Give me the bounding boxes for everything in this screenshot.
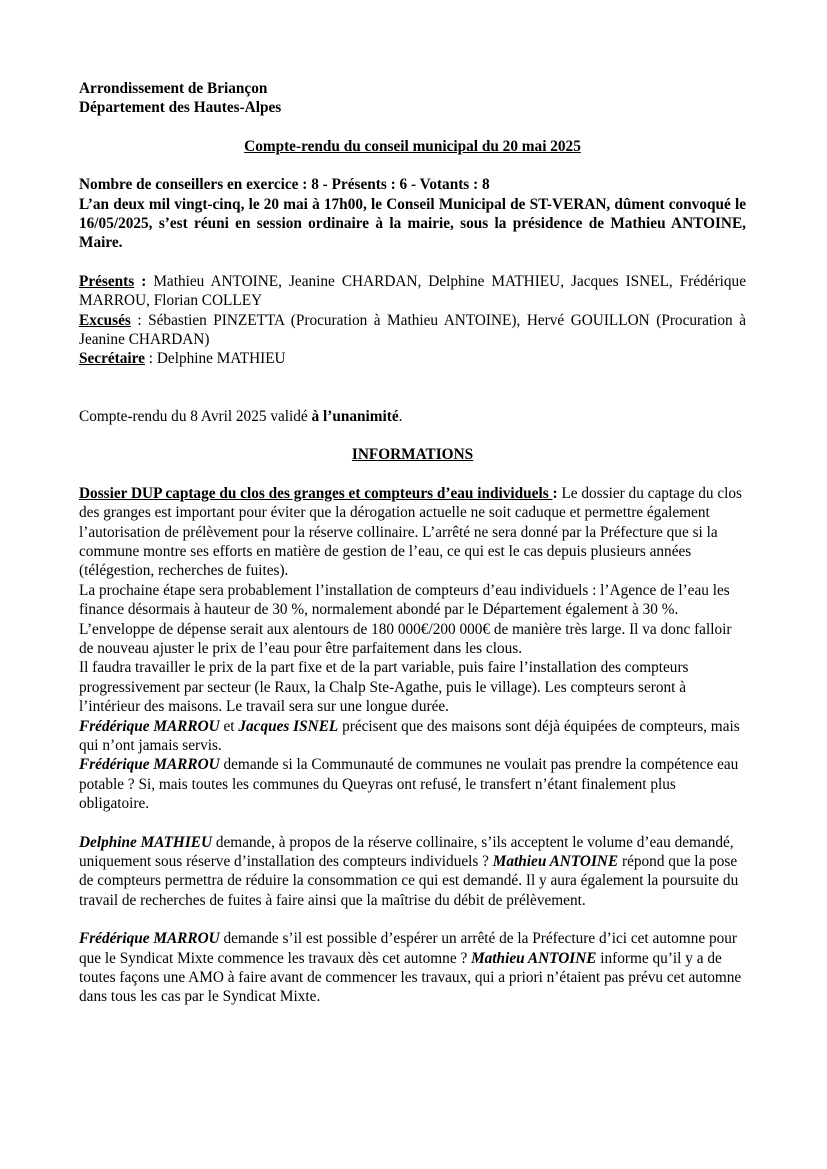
document-title-wrap bbox=[79, 137, 746, 156]
secretary-label: Secrétaire bbox=[79, 350, 145, 368]
frederique-text-2: informe qu’il y a de toutes façons une AMO à faire avant de commencer les travaux, qui a priori n’étaient pas prévu cet automne dans tous les cas par le Syndicat Mixte. bbox=[79, 949, 742, 1006]
delphine-text-1: demande, à propos de la réserve collinaire, s’ils acceptent le volume d’eau demandé, uniquement sous réserve d’installation des compteurs individuels ? bbox=[79, 833, 734, 870]
present-label: Présents bbox=[79, 272, 135, 290]
dossier-paragraph-1 bbox=[79, 484, 746, 581]
dossier-text-1: Le dossier du captage du clos des granges est important pour éviter que la dérogation actuelle ne soit caduque et permettre également l’autorisation de prélèvement pour la réserve collinaire. L’arrêté ne sera donné par la Préfecture que si la commune montre ses efforts en matière de gestion de l’eau, ce qui est le cas depuis plusieurs années (télégestion, recherches de fuites). bbox=[79, 484, 742, 580]
session-intro: L’an deux mil vingt-cinq, le 20 mai à 17h00, le Conseil Municipal de ST-VERAN, dûment convoqué le 16/05/2025, s’est réuni en session ordinaire à la mairie, sous la présidence de Mathieu ANTOINE, Maire. bbox=[79, 195, 746, 252]
dossier-paragraph-4 bbox=[79, 717, 746, 756]
speaker-name: Mathieu ANTOINE bbox=[471, 949, 597, 967]
secretary-colon: : bbox=[144, 350, 157, 368]
document-title: Compte-rendu du conseil municipal du 20 mai 2025 bbox=[244, 137, 581, 155]
validation-end: . bbox=[398, 407, 403, 425]
section-title: INFORMATIONS bbox=[351, 446, 474, 464]
councillor-counts: Nombre de conseillers en exercice : 8 - Présents : 6 - Votants : 8 bbox=[79, 176, 490, 194]
minutes-validation bbox=[79, 407, 746, 426]
departement-line: Département des Hautes-Alpes bbox=[79, 99, 282, 117]
arrondissement-line: Arrondissement de Briançon bbox=[79, 80, 268, 97]
secretary bbox=[79, 349, 746, 368]
dossier-heading: Dossier DUP captage du clos des granges et compteurs d’eau individuels bbox=[79, 484, 553, 502]
dossier-paragraph-5 bbox=[79, 755, 746, 813]
document-page bbox=[79, 79, 746, 1007]
frederique-paragraph bbox=[79, 929, 746, 1007]
speaker-name: Frédérique MARROU bbox=[79, 756, 220, 774]
validation-text: Compte-rendu du 8 Avril 2025 validé bbox=[79, 407, 312, 425]
speaker-name: Delphine MATHIEU bbox=[79, 833, 213, 851]
excused-names: Sébastien PINZETTA (Procuration à Mathieu ANTOINE), Hervé GOUILLON (Procuration à Jeanine CHARDAN) bbox=[79, 311, 746, 349]
delphine-text-2: répond que la pose de compteurs permettra de réduire la consommation ce qui est demandé. Il y aura également la poursuite du travail de recherches de fuites à faire ainsi que la maîtrise du débit de prélèvement. bbox=[79, 853, 739, 909]
dossier-heading-colon: : bbox=[552, 484, 562, 502]
present-colon: : bbox=[134, 272, 154, 290]
speaker-name: Frédérique MARROU bbox=[79, 930, 220, 948]
speaker-name: Mathieu ANTOINE bbox=[492, 853, 619, 870]
dossier-text-5: demande si la Communauté de communes ne voulait pas prendre la compétence eau potable ? Si, mais toutes les communes du Queyras ont refusé, le transfert n’étant finalement plus obligatoire. bbox=[79, 756, 739, 813]
speaker-name: Jacques ISNEL bbox=[238, 717, 339, 735]
dossier-text-4: précisent que des maisons sont déjà équipées de compteurs, mais qui n’ont jamais servis. bbox=[79, 717, 740, 754]
delphine-paragraph bbox=[79, 833, 746, 911]
dossier-paragraph-3: Il faudra travailler le prix de la part fixe et de la part variable, puis faire l’installation des compteurs progressivement par secteur (le Raux, la Chalp Ste-Agathe, puis le village). Les compteurs seront à l’intérieur des maisons. Le travail sera sur une longue durée. bbox=[79, 659, 689, 716]
excused-members bbox=[79, 311, 746, 350]
validation-unanimity: à l’unanimité bbox=[311, 407, 399, 425]
present-members bbox=[79, 272, 746, 311]
present-names: Mathieu ANTOINE, Jeanine CHARDAN, Delphine MATHIEU, Jacques ISNEL, Frédérique MARROU, Florian COLLEY bbox=[79, 272, 746, 310]
secretary-name: Delphine MATHIEU bbox=[156, 350, 286, 368]
section-title-wrap bbox=[79, 445, 746, 464]
frederique-text-1: demande s’il est possible d’espérer un arrêté de la Préfecture d’ici cet automne pour que le Syndicat Mixte commence les travaux dès cet automne ? bbox=[79, 930, 738, 967]
excused-colon: : bbox=[130, 311, 149, 329]
dossier-paragraph-2: La prochaine étape sera probablement l’installation de compteurs d’eau individuels : l’Agence de l’eau les finance désormais à hauteur de 30 %, normalement abondé par le Département également à 30 %. L’enveloppe de dépense serait aux alentours de 180 000€/200 000€ de manière très large. Il va donc falloir de nouveau ajuster le prix de l’eau pour être parfaitement dans les clous. bbox=[79, 581, 732, 657]
excused-label: Excusés bbox=[79, 311, 131, 329]
speaker-name: Frédérique MARROU bbox=[79, 717, 220, 735]
conjunction: et bbox=[219, 717, 239, 735]
